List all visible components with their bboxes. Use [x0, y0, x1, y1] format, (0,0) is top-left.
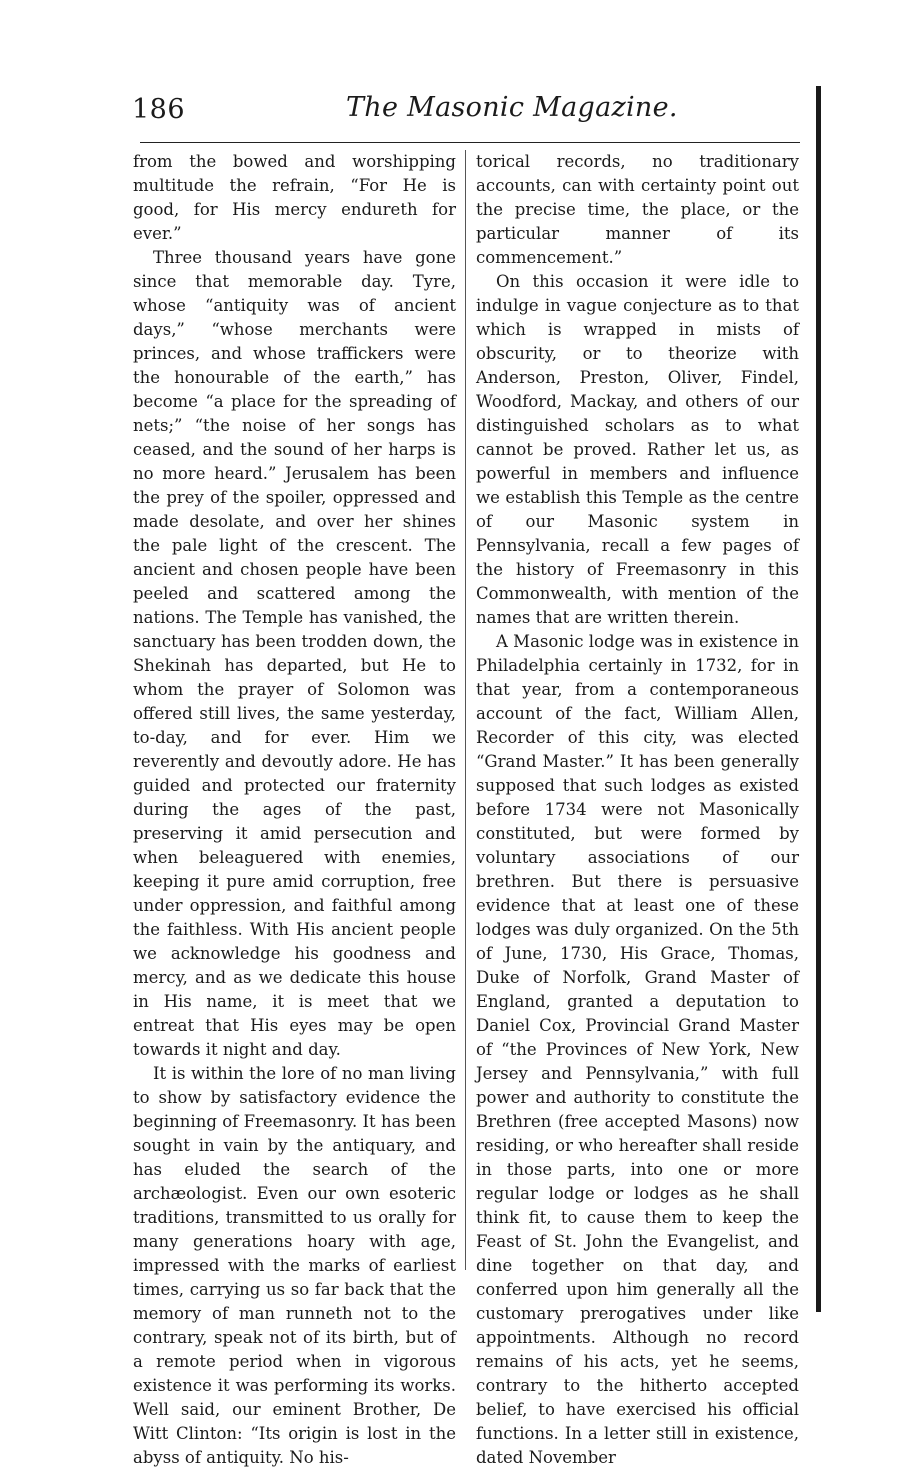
paragraph: It is within the lore of no man living to show by satisfactory evidence the beginning of Freemasonry. It has been sought in vain by the antiquary, and has eluded the search of the archæologist. Even our own esoteric traditions, transmitted to us orally for many generations hoary with age, impressed with the marks of earliest times, carrying us so far back that the memory of man runneth not to the contrary, speak not of its birth, but of a remote period when in vigorous existence it was performing its works. Well said, our eminent Brother, De Witt Clinton: “Its origin is lost in the abyss of antiquity. No his- — [133, 1064, 456, 1467]
left-column — [133, 150, 456, 1470]
paragraph: torical records, no traditionary accounts, can with certainty point out the precise time, the place, or the particular manner of its commencement.” — [476, 152, 799, 267]
paragraph: On this occasion it were idle to indulge in vague conjecture as to that which is wrapped in mists of obscurity, or to theorize with Anderson, Preston, Oliver, Findel, Woodford, Mackay, and others of our distinguished scholars as to what cannot be proved. Rather let us, as powerful in members and influence we establish this Temple as the centre of our Masonic system in Pennsylvania, recall a few pages of the history of Freemasonry in this Commonwealth, with mention of the names that are written therein. — [476, 272, 799, 627]
paragraph: Three thousand years have gone since that memorable day. Tyre, whose “antiquity was of ancient days,” “whose merchants were princes, and whose traffickers were the honourable of the earth,” has become “a place for the spreading of nets;” “the noise of her songs has ceased, and the sound of her harps is no more heard.” Jerusalem has been the prey of the spoiler, oppressed and made desolate, and over her shines the pale light of the crescent. The ancient and chosen people have been peeled and scattered among the nations. The Temple has vanished, the sanctuary has been trodden down, the Shekinah has departed, but He to whom the prayer of Solomon was offered still lives, the same yesterday, to-day, and for ever. Him we reverently and devoutly adore. He has guided and protected our fraternity during the ages of the past, preserving it amid persecution and when beleaguered with enemies, keeping it pure amid corruption, free under oppression, and faithful among the faithless. With His ancient people we acknowledge his goodness and mercy, and as we dedicate this house in His name, it is meet that we entreat that His eyes may be open towards it night and day. — [133, 248, 456, 1059]
paragraph: A Masonic lodge was in existence in Philadelphia certainly in 1732, for in that year, from a contemporaneous account of the fact, William Allen, Recorder of this city, was elected “Grand Master.” It has been generally supposed that such lodges as existed before 1734 were not Masonically constituted, but were formed by voluntary associations of our brethren. But there is persuasive evidence that at least one of these lodges was duly organized. On the 5th of June, 1730, His Grace, Thomas, Duke of Norfolk, Grand Master of England, granted a deputation to Daniel Cox, Provincial Grand Master of “the Provinces of New York, New Jersey and Pennsylvania,” with full power and authority to constitute the Brethren (free accepted Masons) now residing, or who hereafter shall reside in those parts, into one or more regular lodge or lodges as he shall think fit, to cause them to keep the Feast of St. John the Evangelist, and dine together on that day, and conferred upon him generally all the customary prerogatives under like appointments. Although no record remains of his acts, yet he seems, contrary to the hitherto accepted belief, to have exercised his official functions. In a letter still in existence, dated November — [476, 632, 799, 1467]
column-divider — [465, 150, 466, 1270]
page-number: 186 — [132, 94, 186, 125]
right-column — [476, 150, 799, 1470]
header-rule — [140, 142, 800, 143]
running-title: The Masonic Magazine. — [346, 92, 678, 123]
page-edge-shadow — [816, 86, 821, 1312]
paragraph: from the bowed and worshipping multitude the refrain, “For He is good, for His mercy endureth for ever.” — [133, 152, 456, 243]
